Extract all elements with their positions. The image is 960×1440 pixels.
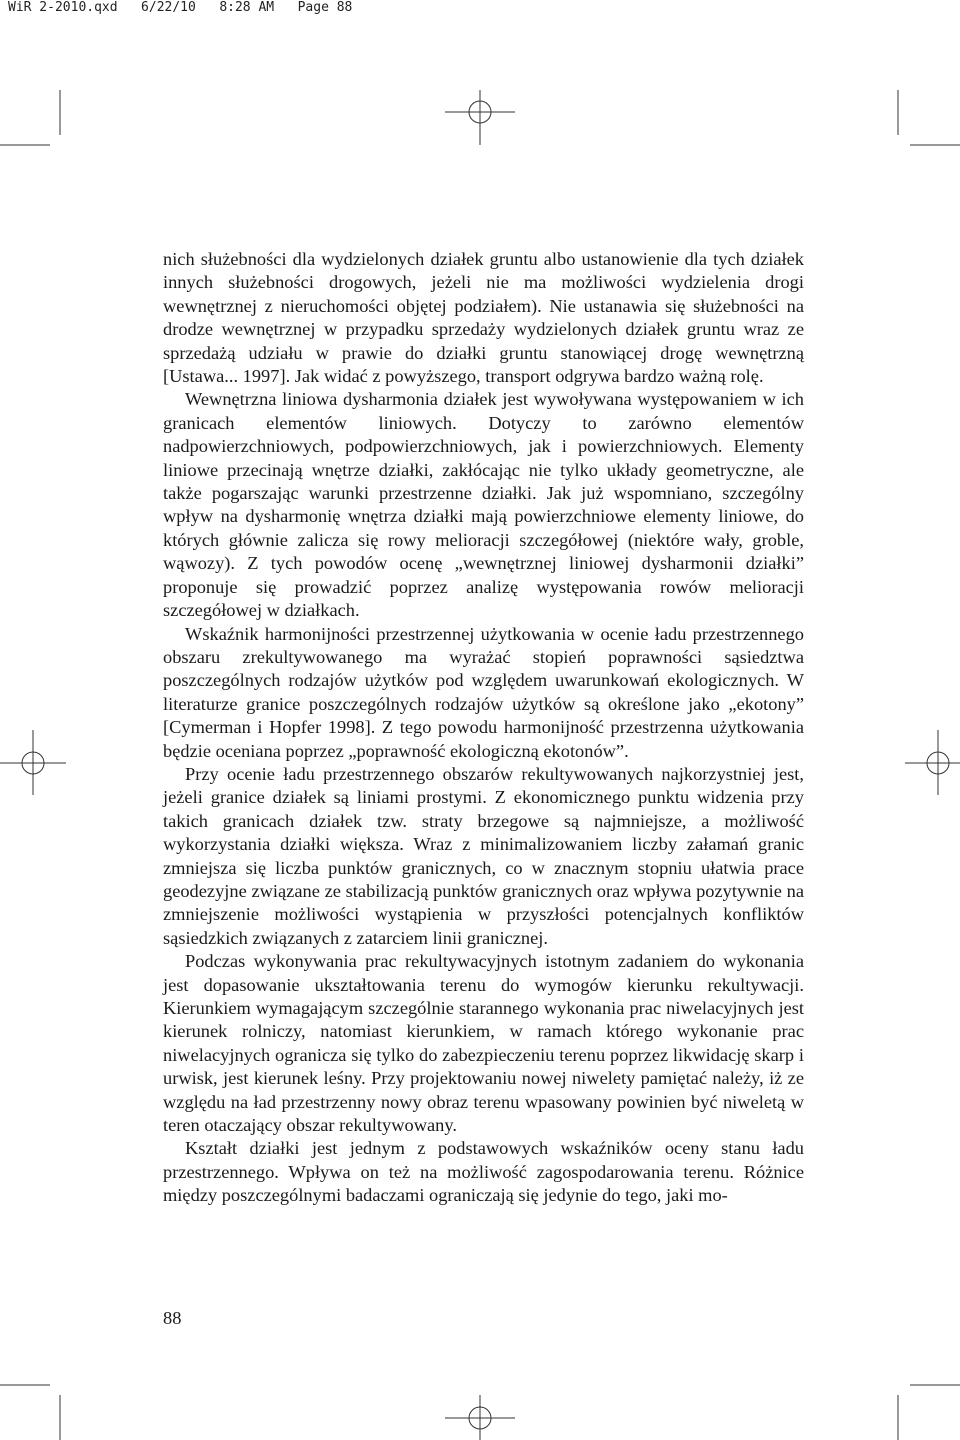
registration-target-icon xyxy=(445,1395,515,1440)
paragraph: Kształt działki jest jednym z podstawowych wskaźników oceny stanu ładu przestrzennego. Wpływa on też na możliwość zagospodarowania terenu. Różnice między poszczególnymi badaczami ograniczają się jedynie do tego, jaki mo- xyxy=(163,1138,804,1206)
paragraph: Wewnętrzna liniowa dysharmonia działek jest wywoływana występowaniem w ich granicach elementów liniowych. Dotyczy to zarówno elementów nadpowierzchniowych, podpowierzchniowych, jak i powierzchniowych. Elementy liniowe przecinają wnętrze działki, zakłócając nie tylko układy geometryczne, ale także pogarszając warunki przestrzenne działki. Jak już wspomniano, szczególny wpływ na dysharmonię wnętrza działki mają powierzchniowe elementy liniowe, do których głównie zalicza się rowy melioracji szczegółowej (niektóre wały, groble, wąwozy). Z tych powodów ocenę „wewnętrznej liniowej dysharmonii działki” proponuje się prowadzić poprzez analizę występowania rowów melioracji szczegółowej w działkach. xyxy=(163,389,804,621)
paragraph: Podczas wykonywania prac rekultywacyjnych istotnym zadaniem do wykonania jest dopasowanie ukształtowania terenu do wymogów kierunku rekultywacji. Kierunkiem wymagającym szczególnie starannego wykonania prac niwelacyjnych jest kierunek rolniczy, natomiast kierunkiem, w ramach którego wykonanie prac niwelacyjnych ogranicza się tylko do zabezpieczeniu terenu poprzez likwidację skarp i urwisk, jest kierunek leśny. Przy projektowaniu nowej niwelety pamiętać należy, iż ze względu na ład przestrzenny nowy obraz terenu wpasowany powinien być niweletą w teren otaczający obszar rekultywowany. xyxy=(163,951,804,1136)
print-slug-line: WiR 2-2010.qxd 6/22/10 8:28 AM Page 88 xyxy=(8,0,353,15)
paragraph: nich służebności dla wydzielonych działek gruntu albo ustanowienie dla tych działek innych służebności drogowych, jeżeli nie ma możliwości wydzielenia drogi wewnętrznej z nieruchomości objętej podziałem). Nie ustanawia się służebności na drodze wewnętrznej w przypadku sprzedaży wydzielonych działek gruntu wraz ze sprzedażą udziału w prawie do działki gruntu stanowiącej drogę wewnętrzną [Ustawa... 1997]. Jak widać z powyższego, transport odgrywa bardzo ważną rolę. xyxy=(163,249,804,387)
registration-target-icon xyxy=(445,90,515,145)
body-text xyxy=(163,248,804,1208)
registration-target-icon xyxy=(905,730,960,795)
page-number: 88 xyxy=(163,1308,182,1328)
paragraph: Wskaźnik harmonijności przestrzennej użytkowania w ocenie ładu przestrzennego obszaru zrekultywowanego ma wyrażać stopień poprawności sąsiedztwa poszczególnych rodzajów użytków pod względem uwarunkowań ekologicznych. W literaturze granice poszczególnych rodzajów użytków są określone jako „ekotony” [Cymerman i Hopfer 1998]. Z tego powodu harmonijność przestrzenna użytkowania będzie oceniana poprzez „poprawność ekologiczną ekotonów”. xyxy=(163,623,804,761)
registration-target-icon xyxy=(0,730,66,795)
paragraph: Przy ocenie ładu przestrzennego obszarów rekultywowanych najkorzystniej jest, jeżeli granice działek są liniami prostymi. Z ekonomicznego punktu widzenia przy takich granicach działek tzw. straty brzegowe są najmniejsze, a możliwość wykorzystania działki większa. Wraz z minimalizowaniem liczby załamań granic zmniejsza się liczba punktów granicznych, co w znacznym stopniu ułatwia prace geodezyjne związane ze stabilizacją punktów granicznych oraz wpływa pozytywnie na zmniejszenie możliwości wystąpienia w przyszłości potencjalnych konfliktów sąsiedzkich związanych z zatarciem linii granicznej. xyxy=(163,763,804,948)
